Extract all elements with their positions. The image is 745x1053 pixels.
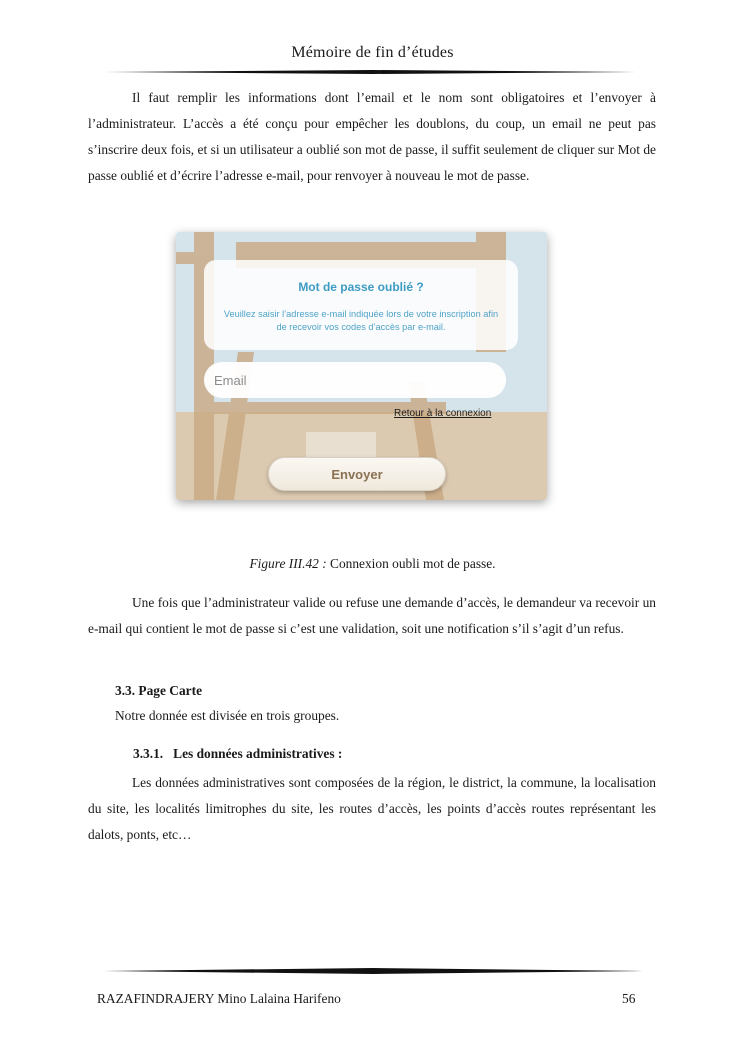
footer-author: RAZAFINDRAJERY Mino Lalaina Harifeno bbox=[97, 991, 341, 1006]
figure-caption bbox=[0, 556, 745, 572]
page-number: 56 bbox=[622, 991, 636, 1006]
caption-label: Figure III.42 : bbox=[249, 556, 327, 571]
header-rule bbox=[103, 70, 643, 74]
card-instructions: Veuillez saisir l’adresse e-mail indiquée lors de votre inscription afin de recevoir vos codes d’accès par e-mail. bbox=[223, 309, 499, 332]
subsection-title: Les données administratives : bbox=[173, 746, 343, 761]
subsection-number: 3.3.1. bbox=[133, 746, 164, 761]
send-button[interactable]: Envoyer bbox=[268, 457, 446, 491]
forgot-password-card bbox=[204, 260, 518, 350]
intro-paragraph: Il faut remplir les informations dont l’email et le nom sont obligatoires et l’envoyer à l’administrateur. L’accès a été conçu pour empêcher les doublons, du coup, un email ne peut pas s’inscrire deux fois, et si un utilisateur a oublié son mot de passe, il suffit seulement de cliquer sur Mot de passe oublié et d’écrire l’adresse e-mail, pour renvoyer à nouveau le mot de passe. bbox=[88, 90, 656, 183]
footer-rule bbox=[103, 968, 643, 974]
card-title: Mot de passe oublié ? bbox=[298, 280, 424, 294]
email-input[interactable] bbox=[204, 362, 506, 398]
validation-paragraph: Une fois que l’administrateur valide ou refuse une demande d’accès, le demandeur va recevoir un e-mail qui contient le mot de passe si c’est une validation, soit une notification s’il s’agit d’un refus. bbox=[88, 595, 656, 636]
caption-text: Connexion oubli mot de passe. bbox=[326, 556, 496, 571]
page-header-title: Mémoire de fin d’études bbox=[291, 44, 454, 61]
admin-data-paragraph: Les données administratives sont composées de la région, le district, la commune, la localisation du site, les localités limitrophes du site, les routes d’accès, les points d’accès routes représentant les dalots, ponts, etc… bbox=[88, 775, 656, 842]
back-to-login-link[interactable]: Retour à la connexion bbox=[394, 408, 492, 419]
section-heading: 3.3. Page Carte bbox=[115, 683, 203, 698]
groups-paragraph: Notre donnée est divisée en trois groupes. bbox=[115, 708, 340, 723]
subsection-heading bbox=[133, 746, 342, 762]
password-reset-screenshot bbox=[176, 232, 547, 500]
